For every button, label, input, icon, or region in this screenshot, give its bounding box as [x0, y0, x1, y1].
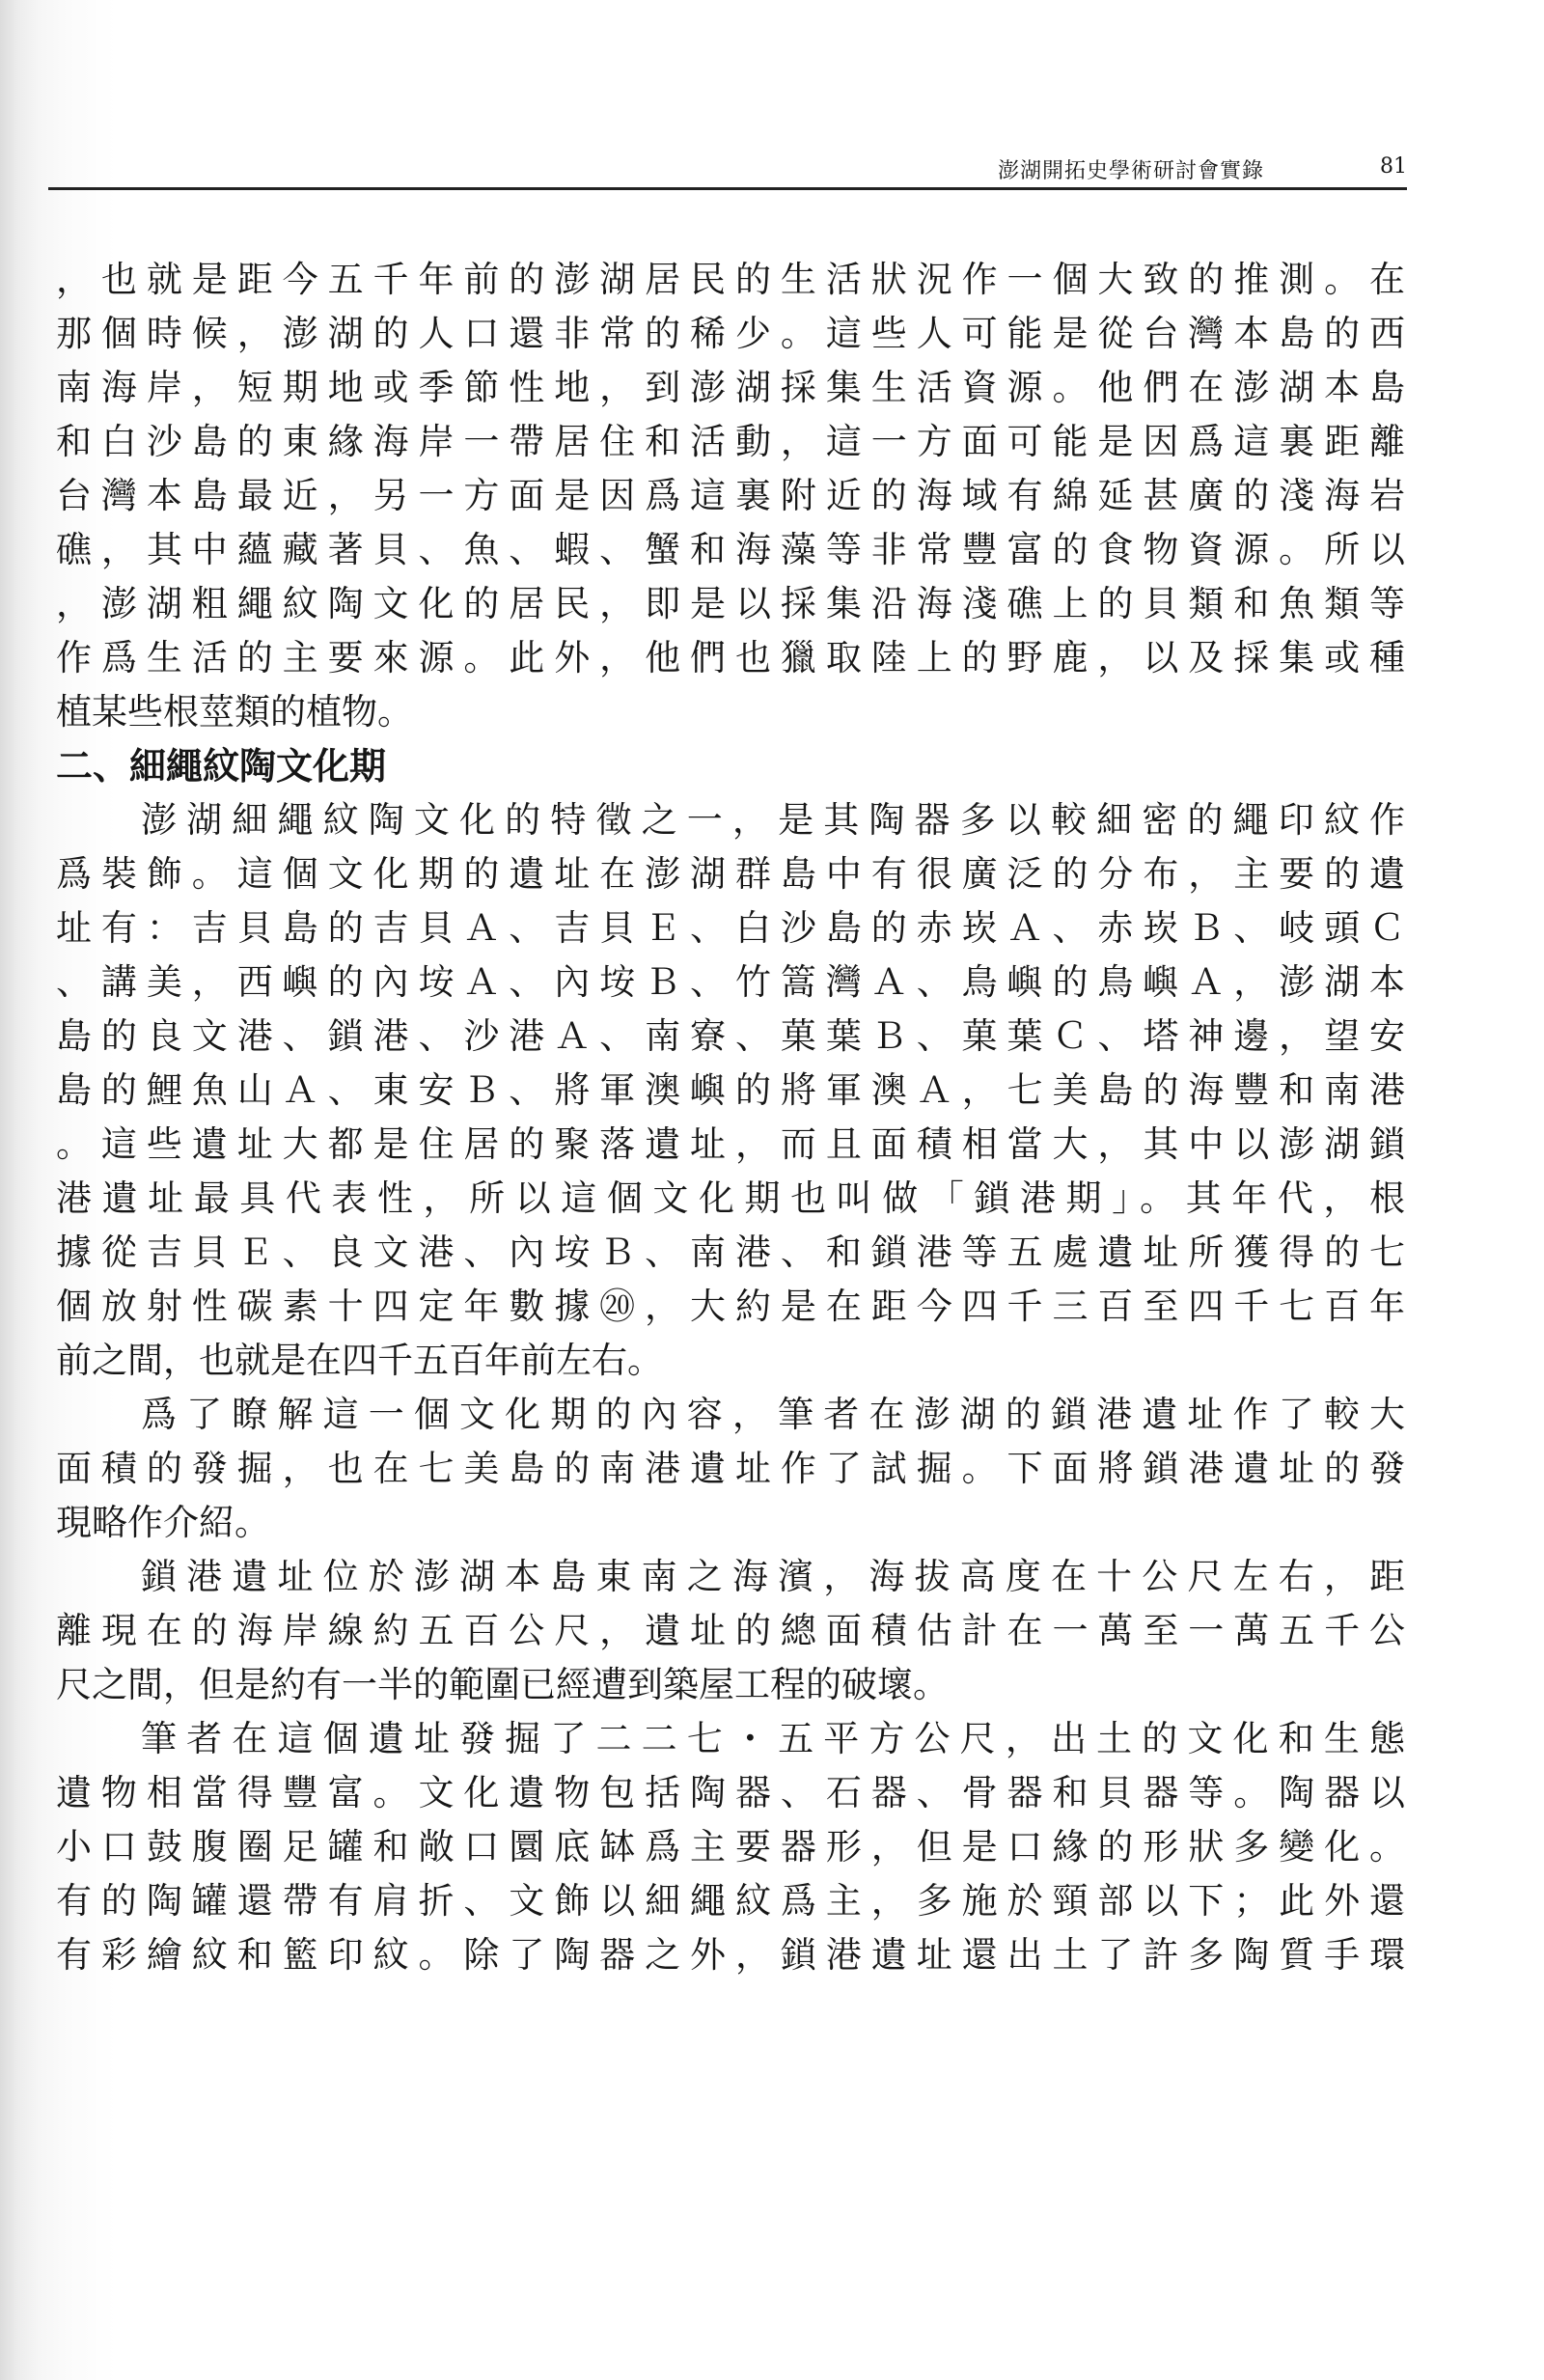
text-line: 、講美，西嶼的內垵Ａ、內垵Ｂ、竹篙灣Ａ、鳥嶼的鳥嶼Ａ，澎湖本 [56, 961, 1405, 1003]
text-line: 島的良文港、鎖港、沙港Ａ、南寮、菓葉Ｂ、菓葉Ｃ、塔神邊，望安 [56, 1015, 1405, 1057]
text-line: 據從吉貝Ｅ、良文港、內垵Ｂ、南港、和鎖港等五處遺址所獲得的七 [56, 1232, 1405, 1273]
text-line: 植某些根莖類的植物。 [56, 691, 413, 733]
text-line: 離現在的海岸線約五百公尺，遺址的總面積估計在一萬至一萬五千公 [56, 1610, 1405, 1651]
text-line: 尺之間，但是約有一半的範圍已經遭到築屋工程的破壞。 [56, 1664, 949, 1705]
text-line: 作爲生活的主要來源。此外，他們也獵取陸上的野鹿，以及採集或種 [56, 637, 1405, 678]
text-line: 現略作介紹。 [56, 1502, 270, 1543]
text-line: 島的鯉魚山Ａ、東安Ｂ、將軍澳嶼的將軍澳Ａ，七美島的海豐和南港 [56, 1069, 1405, 1111]
section-heading: 二、細繩紋陶文化期 [56, 744, 387, 788]
text-line: 址有：吉貝島的吉貝Ａ、吉貝Ｅ、白沙島的赤崁Ａ、赤崁Ｂ、岐頭Ｃ [56, 907, 1405, 949]
header-rule [48, 187, 1407, 190]
page-header [48, 152, 1407, 187]
text-line: ，澎湖粗繩紋陶文化的居民，即是以採集沿海淺礁上的貝類和魚類等 [56, 583, 1405, 624]
text-line: 台灣本島最近，另一方面是因爲這裏附近的海域有綿延甚廣的淺海岩 [56, 475, 1405, 516]
text-line: 港遺址最具代表性，所以這個文化期也叫做「鎖港期」。其年代，根 [56, 1177, 1405, 1219]
text-line: 遺物相當得豐富。文化遺物包括陶器、石器、骨器和貝器等。陶器以 [56, 1772, 1405, 1813]
text-line: 鎖港遺址位於澎湖本島東南之海濱，海拔高度在十公尺左右，距 [141, 1556, 1405, 1597]
body-text [56, 253, 1405, 1982]
text-line: ，也就是距今五千年前的澎湖居民的生活狀況作一個大致的推測。在 [56, 259, 1405, 300]
text-line: 南海岸，短期地或季節性地，到澎湖採集生活資源。他們在澎湖本島 [56, 367, 1405, 408]
text-line: 有的陶罐還帶有肩折、文飾以細繩紋爲主，多施於頸部以下；此外還 [56, 1880, 1405, 1922]
text-line: 。這些遺址大都是住居的聚落遺址，而且面積相當大，其中以澎湖鎖 [56, 1123, 1405, 1165]
text-line: 澎湖細繩紋陶文化的特徵之一，是其陶器多以較細密的繩印紋作 [141, 799, 1405, 841]
page-number: 81 [1380, 154, 1407, 179]
text-line: 爲了瞭解這一個文化期的內容，筆者在澎湖的鎖港遺址作了較大 [141, 1394, 1405, 1435]
text-line: 那個時候，澎湖的人口還非常的稀少。這些人可能是從台灣本島的西 [56, 313, 1405, 354]
text-line: 礁，其中蘊藏著貝、魚、蝦、蟹和海藻等非常豐富的食物資源。所以 [56, 529, 1405, 570]
text-line: 有彩繪紋和籃印紋。除了陶器之外，鎖港遺址還出土了許多陶質手環 [56, 1934, 1405, 1976]
text-line: 面積的發掘，也在七美島的南港遺址作了試掘。下面將鎖港遺址的發 [56, 1448, 1405, 1489]
text-line: 爲裝飾。這個文化期的遺址在澎湖群島中有很廣泛的分布，主要的遺 [56, 853, 1405, 895]
text-line: 筆者在這個遺址發掘了二二七・五平方公尺，出土的文化和生態 [141, 1718, 1405, 1759]
text-line: 小口鼓腹圈足罐和敞口圜底缽爲主要器形，但是口緣的形狀多變化。 [56, 1826, 1405, 1868]
running-title: 澎湖開拓史學術研討會實錄 [997, 159, 1264, 183]
text-line: 和白沙島的東緣海岸一帶居住和活動，這一方面可能是因爲這裏距離 [56, 421, 1405, 462]
text-line: 前之間，也就是在四千五百年前左右。 [56, 1340, 663, 1381]
text-line: 個放射性碳素十四定年數據⑳，大約是在距今四千三百至四千七百年 [56, 1286, 1405, 1327]
